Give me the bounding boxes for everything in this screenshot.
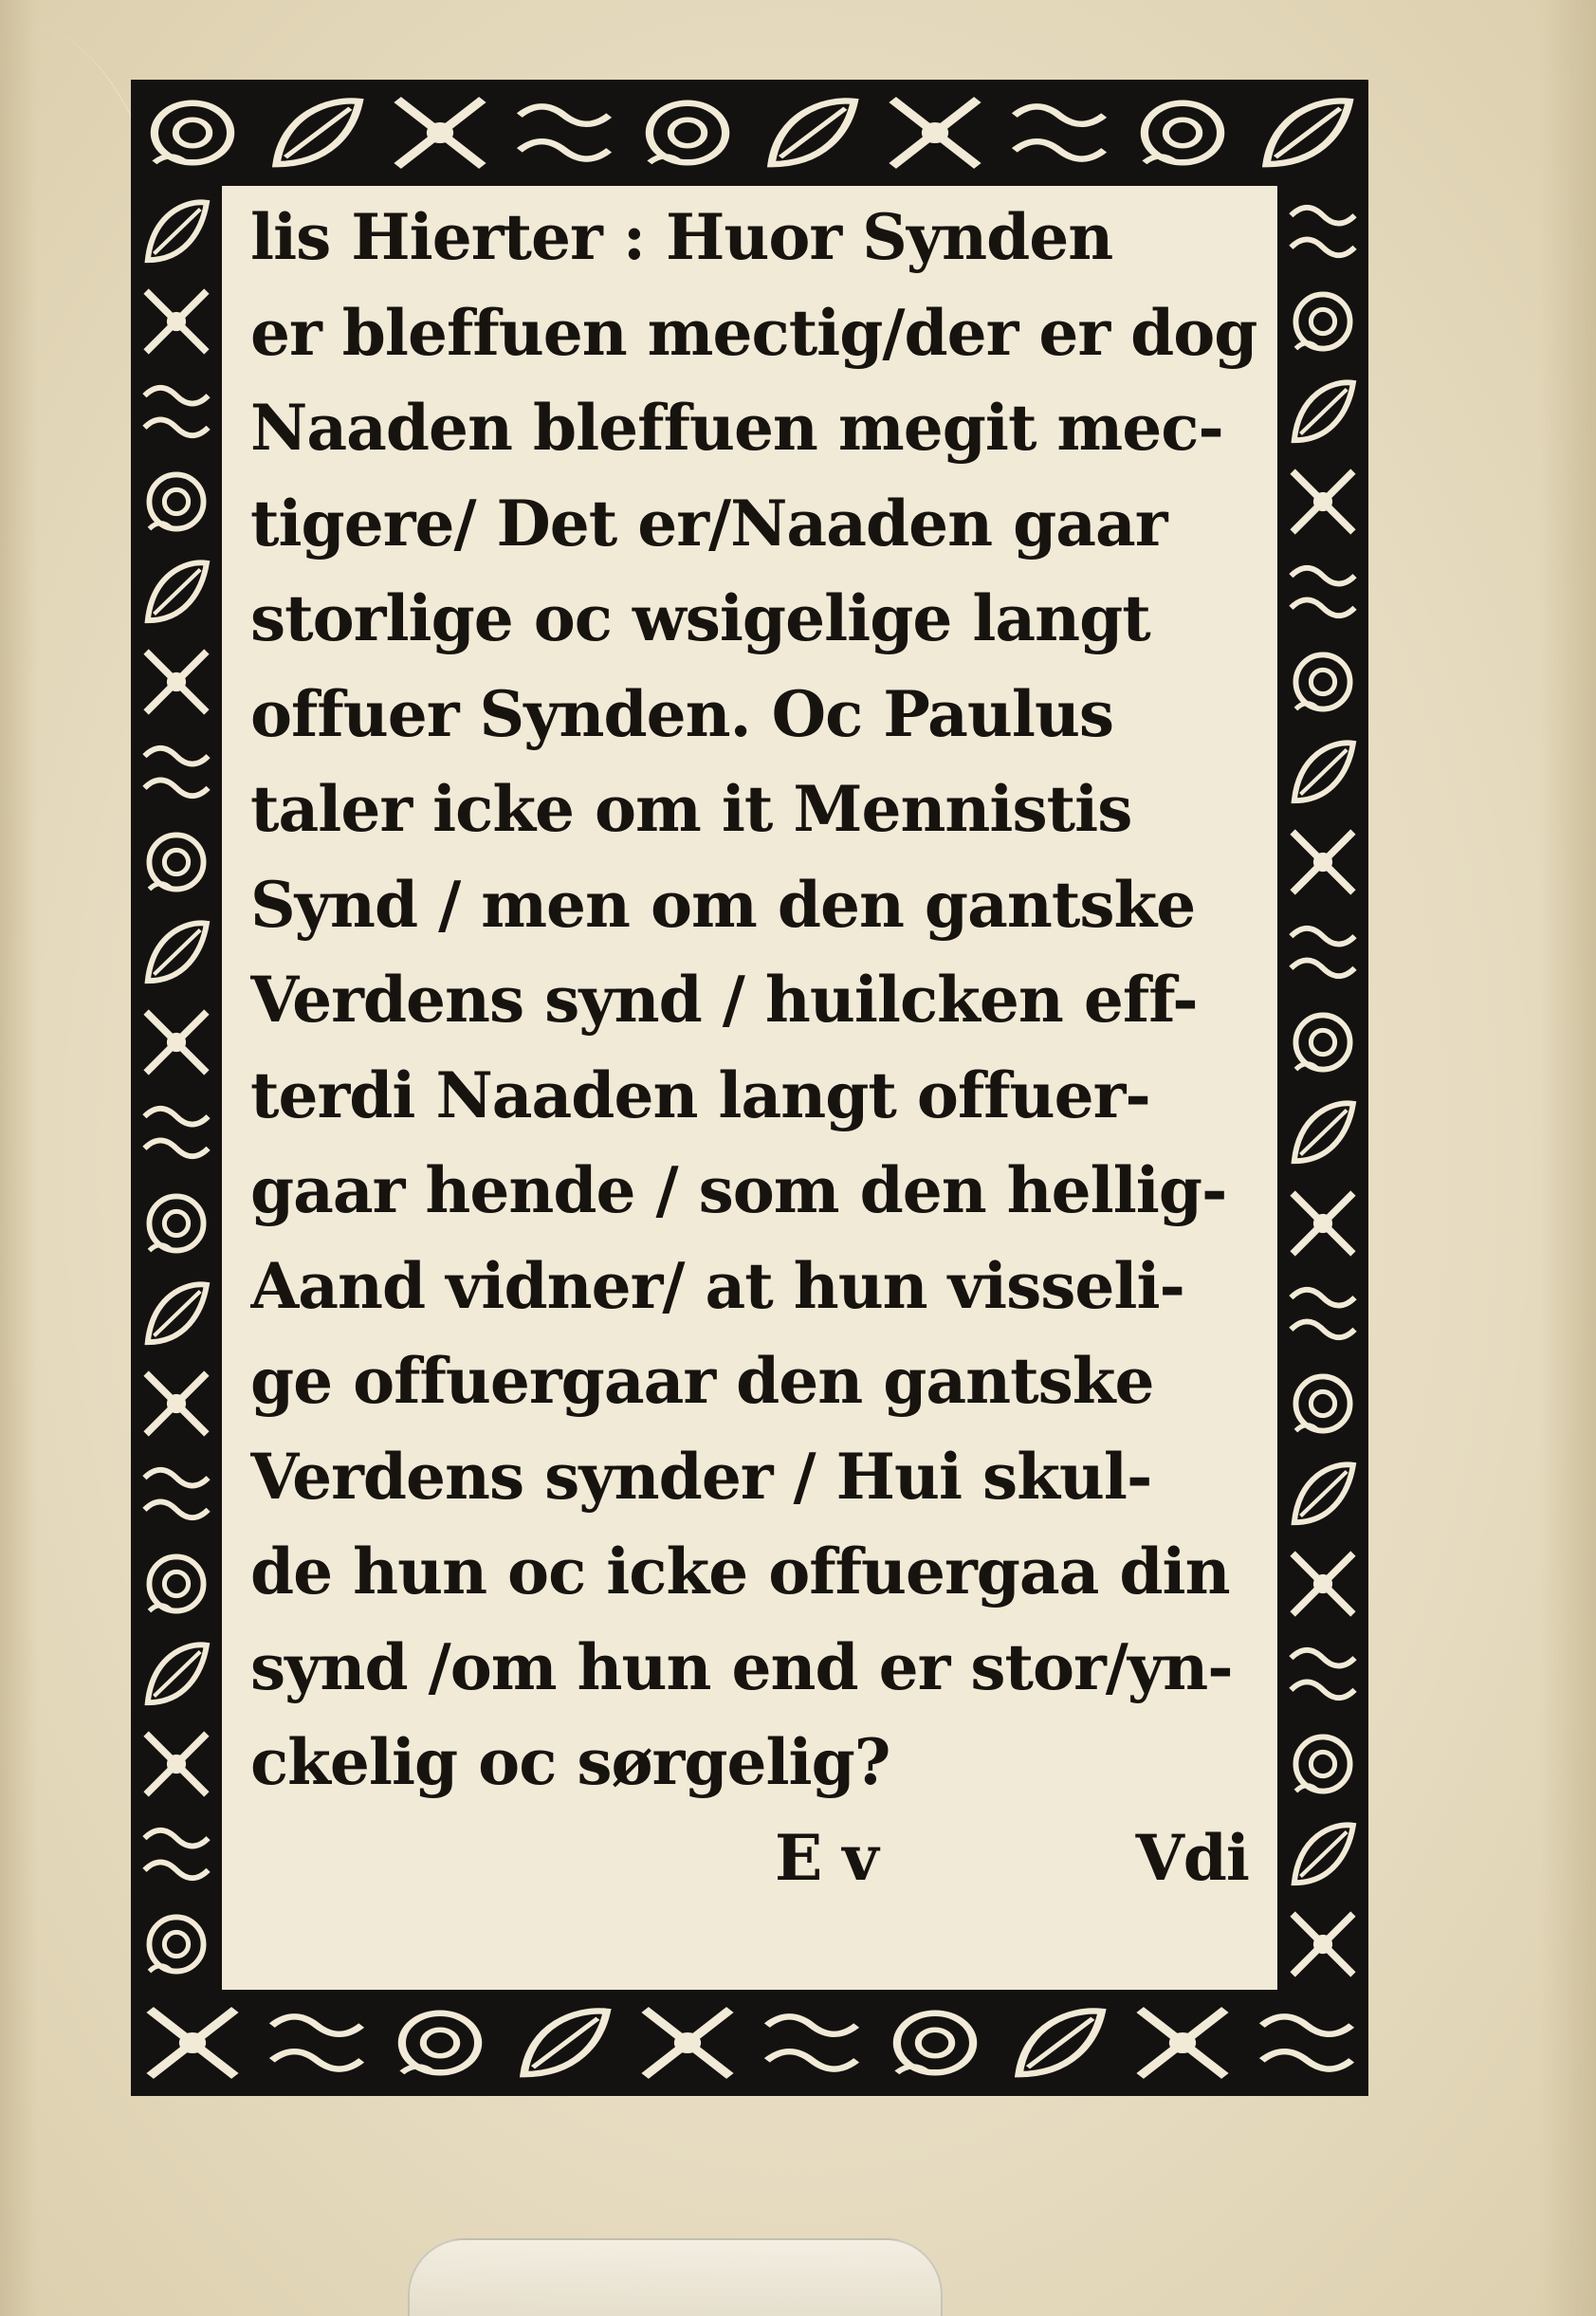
woodcut-ornament-icon xyxy=(137,912,216,992)
woodcut-ornament-icon xyxy=(137,1364,216,1443)
woodcut-ornament-icon xyxy=(1283,822,1363,902)
woodcut-ornament-icon xyxy=(1251,89,1363,176)
text-line: storlige oc wsigelige langt xyxy=(250,581,1150,655)
woodcut-ornament-icon xyxy=(508,1999,620,2086)
text-line: Aand vidner/ at hun visseli- xyxy=(250,1248,1184,1323)
page-edge-shadow-right xyxy=(1539,0,1596,2316)
text-line: offuer Synden. Oc Paulus xyxy=(250,676,1114,751)
woodcut-ornament-icon xyxy=(1283,912,1363,992)
text-line: synd /om hun end er stor/yn- xyxy=(250,1629,1233,1704)
woodcut-ornament-icon xyxy=(1283,372,1363,451)
signature-mark: E v xyxy=(775,1820,878,1895)
woodcut-ornament-icon xyxy=(137,1002,216,1082)
woodcut-ornament-icon xyxy=(137,1634,216,1714)
woodcut-ornament-icon xyxy=(1283,1544,1363,1624)
woodcut-ornament-icon xyxy=(879,1999,991,2086)
woodcut-ornament-icon xyxy=(756,1999,868,2086)
woodcut-ornament-icon xyxy=(137,822,216,902)
woodcut-ornament-icon xyxy=(1283,1274,1363,1353)
woodcut-ornament-icon xyxy=(137,1724,216,1804)
plastic-clip xyxy=(408,2238,943,2316)
woodcut-ornament-icon xyxy=(632,1999,743,2086)
woodcut-ornament-icon xyxy=(1283,1184,1363,1263)
woodcut-ornament-icon xyxy=(137,552,216,632)
woodcut-ornament-icon xyxy=(1283,1814,1363,1894)
woodcut-ornament-icon xyxy=(137,372,216,451)
text-line: gaar hende / som den hellig- xyxy=(250,1153,1227,1227)
text-line: lis Hierter : Huor Synden xyxy=(250,200,1113,274)
woodcut-ornament-icon xyxy=(1003,1999,1115,2086)
border-right xyxy=(1277,186,1368,1990)
woodcut-ornament-icon xyxy=(1283,1093,1363,1172)
text-line: taler icke om it Mennistis xyxy=(250,772,1132,846)
woodcut-ornament-icon xyxy=(384,89,496,176)
woodcut-ornament-icon xyxy=(1283,1002,1363,1082)
woodcut-ornament-icon xyxy=(137,89,248,176)
woodcut-ornament-icon xyxy=(1251,1999,1363,2086)
woodcut-ornament-icon xyxy=(137,1814,216,1894)
text-line: er bleffuen mectig/der er dog xyxy=(250,295,1257,370)
woodcut-ornament-icon xyxy=(1283,1634,1363,1714)
woodcut-ornament-icon xyxy=(261,89,373,176)
woodcut-ornament-icon xyxy=(1283,192,1363,271)
woodcut-ornament-icon xyxy=(1283,642,1363,722)
woodcut-ornament-icon xyxy=(632,89,743,176)
text-line: Naaden bleffuen megit mec- xyxy=(250,391,1223,465)
woodcut-ornament-icon xyxy=(137,1999,248,2086)
text-block xyxy=(222,186,1277,1990)
woodcut-ornament-icon xyxy=(137,732,216,812)
woodcut-border-frame xyxy=(131,80,1368,2096)
text-line: Verdens synder / Hui skul- xyxy=(250,1439,1152,1514)
text-line: ckelig oc sørgelig? xyxy=(250,1725,890,1799)
text-line: Synd / men om den gantske xyxy=(250,867,1196,942)
woodcut-ornament-icon xyxy=(1283,1724,1363,1804)
woodcut-ornament-icon xyxy=(508,89,620,176)
woodcut-ornament-icon xyxy=(879,89,991,176)
woodcut-ornament-icon xyxy=(137,1093,216,1172)
text-line: de hun oc icke offuergaa din xyxy=(250,1535,1230,1608)
woodcut-ornament-icon xyxy=(1283,282,1363,361)
woodcut-ornament-icon xyxy=(1283,1364,1363,1443)
woodcut-ornament-icon xyxy=(1283,1904,1363,1984)
woodcut-ornament-icon xyxy=(137,192,216,271)
woodcut-ornament-icon xyxy=(137,1544,216,1624)
text-line: terdi Naaden langt offuer- xyxy=(250,1057,1150,1132)
text-line: tigere/ Det er/Naaden gaar xyxy=(250,486,1167,561)
woodcut-ornament-icon xyxy=(137,282,216,361)
text-line: ge offuergaar den gantske xyxy=(250,1344,1154,1418)
woodcut-ornament-icon xyxy=(137,1184,216,1263)
woodcut-ornament-icon xyxy=(137,1454,216,1534)
woodcut-ornament-icon xyxy=(1003,89,1115,176)
woodcut-ornament-icon xyxy=(1283,462,1363,542)
border-top xyxy=(131,80,1368,186)
border-bottom xyxy=(131,1990,1368,2096)
woodcut-ornament-icon xyxy=(1283,1454,1363,1534)
text-line: Verdens synd / huilcken eff- xyxy=(250,963,1198,1037)
woodcut-ornament-icon xyxy=(137,1274,216,1353)
catchword: Vdi xyxy=(1135,1820,1249,1895)
woodcut-ornament-icon xyxy=(261,1999,373,2086)
woodcut-ornament-icon xyxy=(1127,89,1238,176)
border-left xyxy=(131,186,222,1990)
woodcut-ornament-icon xyxy=(384,1999,496,2086)
woodcut-ornament-icon xyxy=(137,642,216,722)
footer-line xyxy=(250,1811,1264,1906)
woodcut-ornament-icon xyxy=(1283,732,1363,812)
woodcut-ornament-icon xyxy=(1127,1999,1238,2086)
woodcut-ornament-icon xyxy=(137,462,216,542)
woodcut-ornament-icon xyxy=(1283,552,1363,632)
woodcut-ornament-icon xyxy=(137,1904,216,1984)
woodcut-ornament-icon xyxy=(756,89,868,176)
